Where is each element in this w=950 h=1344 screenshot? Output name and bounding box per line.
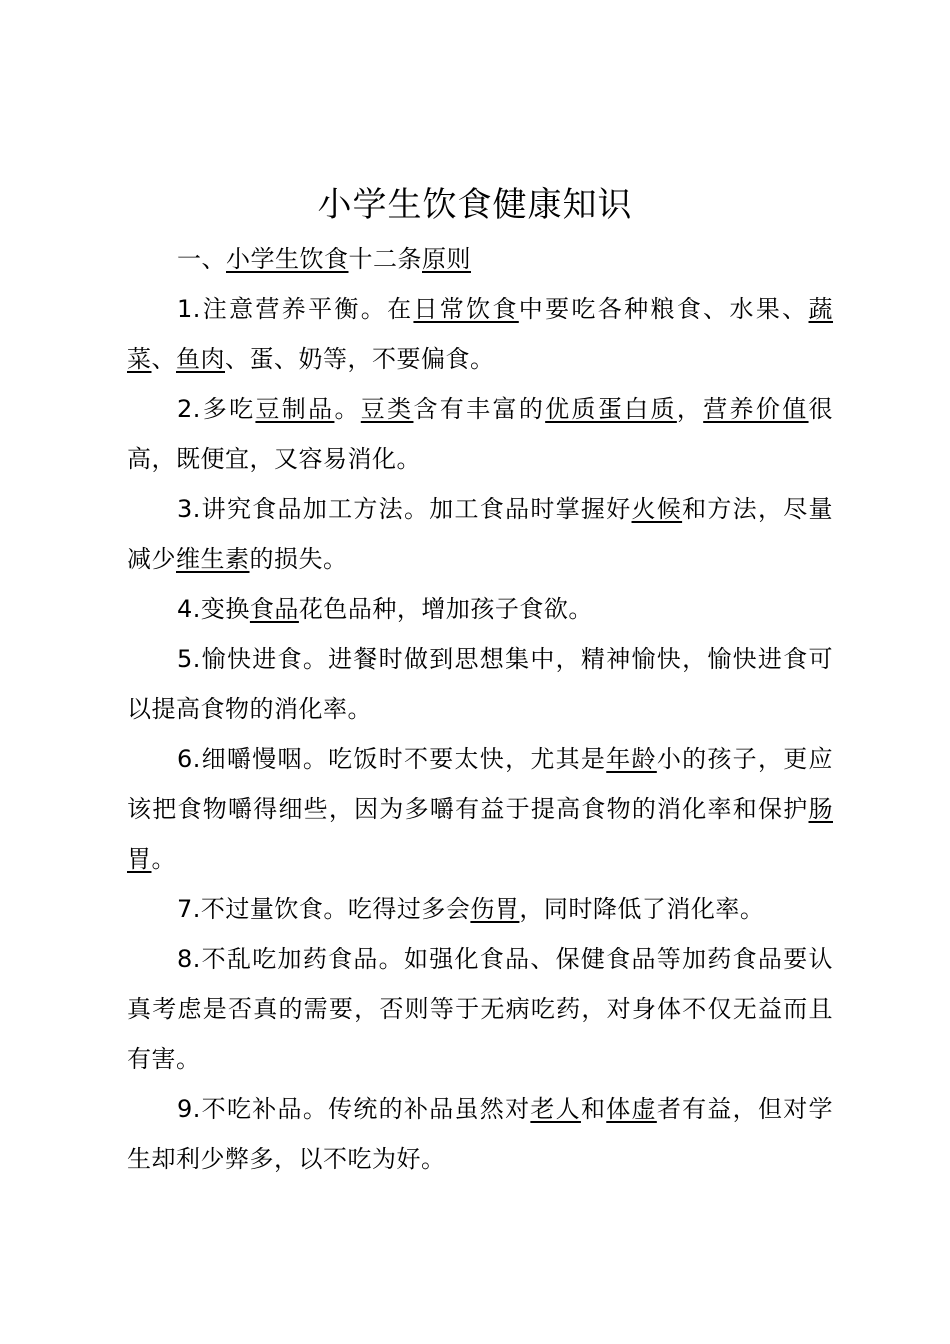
text-segment: 、蛋、奶等，不要偏食。 xyxy=(225,345,495,373)
text-segment: 很高，既便宜，又容易消化。 xyxy=(127,395,834,473)
text-segment: 者有益，但对学生却利少弊多，以不吃为好。 xyxy=(127,1095,834,1173)
underlined-term: 豆类 xyxy=(360,395,414,423)
text-segment: 的损失。 xyxy=(249,545,348,573)
text-segment: 含有丰富的 xyxy=(413,395,546,423)
text-segment: 9.不吃补品。传统的补品虽然对 xyxy=(177,1095,531,1123)
underlined-term: 营养价值 xyxy=(703,395,809,423)
underlined-term: 豆制品 xyxy=(255,395,335,423)
underlined-term: 火候 xyxy=(631,495,683,523)
rule-paragraph xyxy=(127,284,833,384)
underlined-term: 体虚 xyxy=(606,1095,657,1123)
text-segment: 3.讲究食品加工方法。加工食品时掌握好 xyxy=(177,495,632,523)
text-segment: 花色品种，增加孩子食欲。 xyxy=(298,595,593,623)
underlined-term: 小学生饮食 xyxy=(226,245,349,273)
text-segment: 、 xyxy=(151,345,176,373)
underlined-term: 优质蛋白质 xyxy=(545,395,677,423)
rule-paragraph xyxy=(127,634,833,734)
underlined-term: 日常饮食 xyxy=(413,295,519,323)
text-segment: 4.变换 xyxy=(177,595,250,623)
document-title: 小学生饮食健康知识 xyxy=(317,185,633,225)
text-segment: 中要吃各种粮食、水果、 xyxy=(518,295,809,323)
underlined-term: 维生素 xyxy=(176,545,250,573)
rule-paragraph xyxy=(127,384,833,484)
underlined-term: 鱼肉 xyxy=(176,345,225,373)
text-segment: ， xyxy=(676,395,704,423)
underlined-term: 伤胃 xyxy=(470,895,520,923)
underlined-term: 老人 xyxy=(530,1095,581,1123)
rule-paragraph xyxy=(127,584,833,634)
rule-paragraph xyxy=(127,734,833,884)
text-segment: 5.愉快进食。进餐时做到思想集中，精神愉快，愉快进食可以提高食物的消化率。 xyxy=(127,645,833,723)
text-segment: 小的孩子，更应该把食物嚼得细些，因为多嚼有益于提高食物的消化率和保护 xyxy=(127,745,834,823)
rule-paragraph xyxy=(127,934,833,1084)
underlined-term: 年龄 xyxy=(606,745,657,773)
text-segment: 2.多吃 xyxy=(177,395,256,423)
text-segment: 和 xyxy=(580,1095,607,1123)
text-segment: 。 xyxy=(334,395,361,423)
section-heading xyxy=(127,234,833,284)
underlined-term: 蔬菜 xyxy=(127,295,834,373)
rule-paragraph xyxy=(127,1084,833,1184)
text-segment: ，同时降低了消化率。 xyxy=(519,895,765,923)
text-segment: 1.注意营养平衡。在 xyxy=(177,295,414,323)
text-segment: 一、 xyxy=(177,245,226,273)
underlined-term: 肠胃 xyxy=(127,795,833,873)
document-body xyxy=(127,234,833,1184)
text-segment: 6.细嚼慢咽。吃饭时不要太快，尤其是 xyxy=(177,745,607,773)
underlined-term: 原则 xyxy=(422,245,471,273)
text-segment: 和方法，尽量减少 xyxy=(127,495,834,573)
text-segment: 十二条 xyxy=(348,245,422,273)
underlined-term: 食品 xyxy=(249,595,299,623)
rule-paragraph xyxy=(127,484,833,584)
rule-paragraph xyxy=(127,884,833,934)
text-segment: 7.不过量饮食。吃得过多会 xyxy=(177,895,471,923)
text-segment: 。 xyxy=(151,845,176,873)
text-segment: 8.不乱吃加药食品。如强化食品、保健食品等加药食品要认真考虑是否真的需要，否则等于无病吃药，对身体不仅无益而且有害。 xyxy=(127,945,833,1073)
